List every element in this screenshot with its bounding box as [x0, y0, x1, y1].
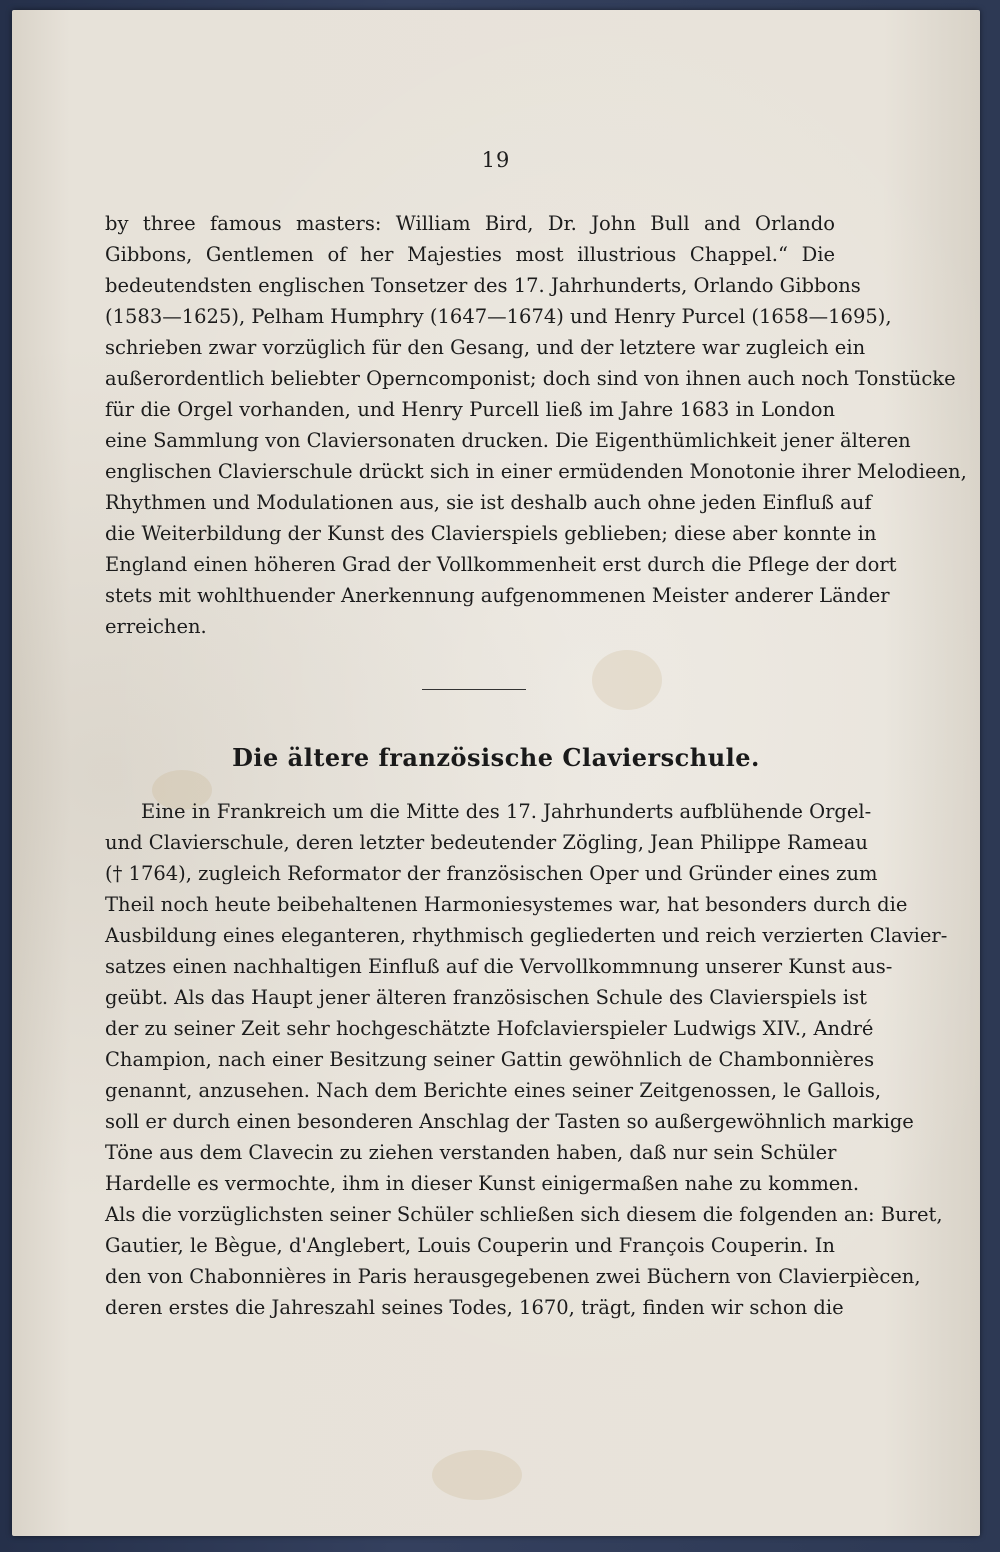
paragraph-french-school	[105, 796, 948, 1323]
text-line: der zu seiner Zeit sehr hochgeschätzte Hofclavierspieler Ludwigs XIV., André	[105, 1017, 874, 1040]
paragraph-english-school	[105, 208, 967, 642]
paper-stain	[592, 650, 662, 710]
text-line: geübt. Als das Haupt jener älteren französischen Schule des Clavierspiels ist	[105, 986, 867, 1009]
text-line: (1583—1625), Pelham Humphry (1647—1674) und Henry Purcel (1658—1695),	[105, 305, 892, 328]
text-line: erreichen.	[105, 615, 207, 638]
text-line: († 1764), zugleich Reformator der französischen Oper und Gründer eines zum	[105, 862, 878, 885]
text-line: schrieben zwar vorzüglich für den Gesang, und der letztere war zugleich ein	[105, 336, 866, 359]
text-line: stets mit wohlthuender Anerkennung aufgenommenen Meister anderer Länder	[105, 584, 890, 607]
text-line: Theil noch heute beibehaltenen Harmoniesystemes war, hat besonders durch die	[105, 893, 908, 916]
text-line: soll er durch einen besonderen Anschlag der Tasten so außergewöhnlich markige	[105, 1110, 914, 1133]
text-line: Ausbildung eines eleganteren, rhythmisch gegliederten und reich verzierten Clavier-	[105, 924, 948, 947]
text-line: Hardelle es vermochte, ihm in dieser Kunst einigermaßen nahe zu kommen.	[105, 1172, 860, 1195]
text-line: genannt, anzusehen. Nach dem Berichte eines seiner Zeitgenossen, le Gallois,	[105, 1079, 882, 1102]
section-heading: Die ältere französische Clavierschule.	[232, 743, 760, 772]
text-line: Eine in Frankreich um die Mitte des 17. Jahrhunderts aufblühende Orgel-	[141, 800, 872, 823]
text-line: den von Chabonnières in Paris herausgegebenen zwei Büchern von Clavierpiècen,	[105, 1265, 921, 1288]
text-line: englischen Clavierschule drückt sich in einer ermüdenden Monotonie ihrer Melodieen,	[105, 460, 967, 483]
text-line: bedeutendsten englischen Tonsetzer des 17. Jahrhunderts, Orlando Gibbons	[105, 274, 861, 297]
text-line: Rhythmen und Modulationen aus, sie ist deshalb auch ohne jeden Einfluß auf	[105, 491, 872, 514]
text-line: für die Orgel vorhanden, und Henry Purcell ließ im Jahre 1683 in London	[105, 398, 835, 421]
text-line: außerordentlich beliebter Operncomponist; doch sind von ihnen auch noch Tonstücke	[105, 367, 956, 390]
text-line: by three famous masters: William Bird, Dr. John Bull and Orlando	[105, 212, 835, 235]
text-line: England einen höheren Grad der Vollkommenheit erst durch die Pflege der dort	[105, 553, 897, 576]
paper-stain	[432, 1450, 522, 1500]
book-page	[12, 10, 980, 1536]
text-line: eine Sammlung von Claviersonaten drucken. Die Eigenthümlichkeit jener älteren	[105, 429, 911, 452]
page-number: 19	[481, 148, 511, 172]
text-line: und Clavierschule, deren letzter bedeutender Zögling, Jean Philippe Rameau	[105, 831, 868, 854]
text-line: Champion, nach einer Besitzung seiner Gattin gewöhnlich de Chambonnières	[105, 1048, 875, 1071]
text-line: Gibbons, Gentlemen of her Majesties most illustrious Chappel.“ Die	[105, 243, 835, 266]
text-line: satzes einen nachhaltigen Einfluß auf die Vervollkommnung unserer Kunst aus-	[105, 955, 893, 978]
section-divider	[422, 689, 526, 690]
text-line: Gautier, le Bègue, d'Anglebert, Louis Couperin und François Couperin. In	[105, 1234, 835, 1257]
text-line: deren erstes die Jahreszahl seines Todes, 1670, trägt, finden wir schon die	[105, 1296, 844, 1319]
text-line: die Weiterbildung der Kunst des Clavierspiels geblieben; diese aber konnte in	[105, 522, 877, 545]
text-line: Als die vorzüglichsten seiner Schüler schließen sich diesem die folgenden an: Buret,	[105, 1203, 943, 1226]
text-line: Töne aus dem Clavecin zu ziehen verstanden haben, daß nur sein Schüler	[105, 1141, 837, 1164]
